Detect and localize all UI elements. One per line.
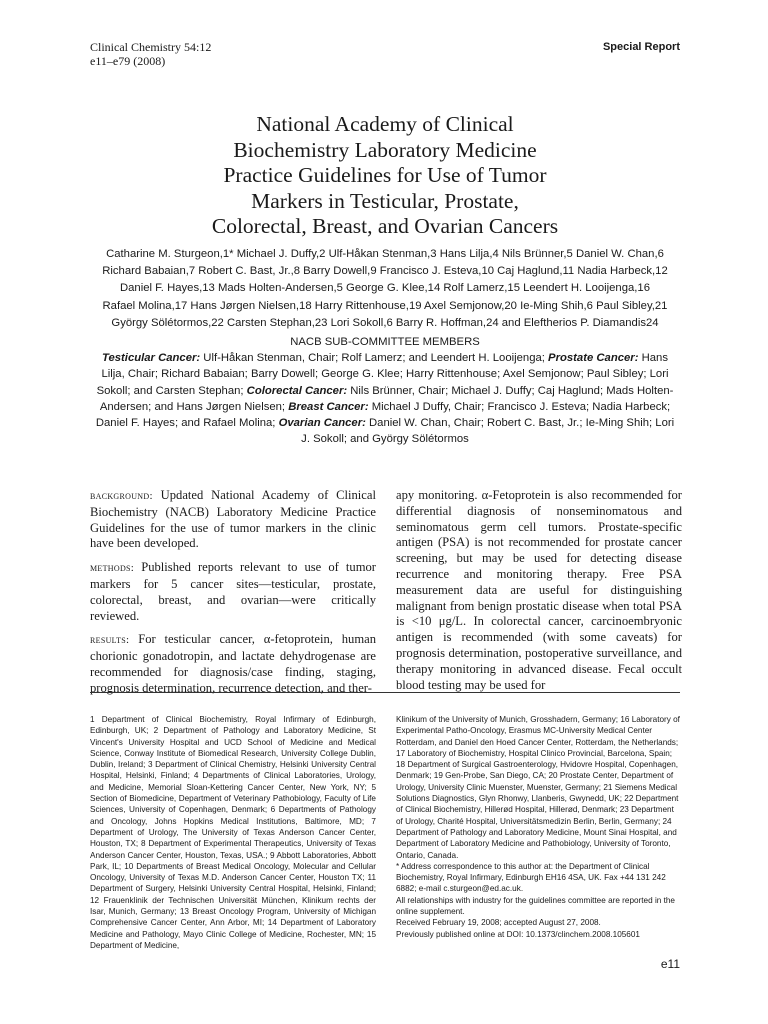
prostate-label: Prostate Cancer: xyxy=(548,352,639,365)
journal-citation xyxy=(90,40,211,68)
breast-members: Michael J Duffy, Chair; Francisco J. Esteva; Nadia Harbeck; Daniel F. Hayes; and Rafael Molina; xyxy=(95,400,671,430)
title-line: Practice Guidelines for Use of Tumor xyxy=(223,163,547,187)
breast-label: Breast Cancer: xyxy=(288,400,369,413)
footnote-divider xyxy=(90,692,680,693)
author-line: Richard Babaian,7 Robert C. Bast, Jr.,8 Barry Dowell,9 Francisco J. Esteva,10 Caj Haglund,11 Nadia Harbeck,12 xyxy=(102,265,668,278)
article-title xyxy=(90,112,680,240)
title-line: Colorectal, Breast, and Ovarian Cancers xyxy=(211,214,559,238)
author-line: Catharine M. Sturgeon,1* Michael J. Duffy,2 Ulf-Håkan Stenman,3 Hans Lilja,4 Nils Brünner,5 Daniel W. Chan,6 xyxy=(106,248,664,260)
testicular-members: Ulf-Håkan Stenman, Chair; Rolf Lamerz; and Leendert H. Looijenga; xyxy=(200,352,549,365)
journal-name: Clinical Chemistry 54:12 xyxy=(90,40,212,54)
correspondence-note: * Address correspondence to this author at: the Department of Clinical Biochemistry, Royal Infirmary, Edinburgh EH16 4SA, UK. Fax +44 131 242 6882; e-mail c.sturgeon@ed.ac.uk. xyxy=(396,861,666,894)
background-label: background: xyxy=(90,490,153,502)
author-line: Daniel F. Hayes,13 Mads Holten-Andersen,5 George G. Klee,14 Rolf Lamerz,15 Leendert H. Looijenga,16 xyxy=(119,282,650,295)
title-line: Biochemistry Laboratory Medicine xyxy=(233,137,537,162)
colorectal-label: Colorectal Cancer: xyxy=(246,384,348,397)
colorectal-members: Nils Brünner, Chair; Michael J. Duffy; Caj Haglund; Mads Holten-Andersen; and Hans Jørgen Nielsen; xyxy=(99,384,674,413)
background-text: Updated National Academy of Clinical Biochemistry (NACB) Laboratory Medicine Practice Guidelines for the use of tumor markers in the clinic have been developed. xyxy=(90,488,376,551)
results-label: results: xyxy=(90,634,130,647)
author-line: Rafael Molina,17 Hans Jørgen Nielsen,18 Harry Rittenhouse,19 Axel Semjonow,20 Ie-Ming Shih,6 Paul Sibley,21 xyxy=(102,299,668,312)
title-line: National Academy of Clinical xyxy=(256,112,514,136)
page-number: e11 xyxy=(660,957,680,971)
affiliations-left: 1 Department of Clinical Biochemistry, Royal Infirmary of Edinburgh, Edinburgh, UK; 2 Department of Pathology and Laboratory Medicine, St Vincent's University Hospital and UCD School of Medicine and Medical Science, Conway Institute of Biomedical Research, University College Dublin, Dublin, Ireland; 3 Department of Clinical Chemistry, Helsinki University Central Hospital, Helsinki, Finland; 4 Departments of Clinical Laboratories, Urology, and Medicine, Memorial Sloan-Kettering Cancer Center, New York, NY; 5 Section of Biomedicine, Department of Veterinary Pathobiology, Faculty of Life Sciences, University of Copenhagen, Denmark; 6 Departments of Pathology and Oncology, Johns Hopkins Medical Institutions, Baltimore, MD; 7 Department of Urology, The University of Texas Anderson Cancer Center, Houston, TX; 8 Department of Experimental Therapeutics, University of Texas Anderson Cancer Center, Houston, Texas, USA.; 9 Abbott Laboratories, Abbott Park, IL; 10 Departments of Breast Medical Oncology, Molecular and Cellular Oncology, University of Texas M.D. Anderson Cancer Center, Houston TX; 11 Department of Surgery, Helsinki University Central Hospital, Helsinki, Finland; 12 Frauenklinik der Technischen Universität München, Klinikum rechts der Isar, Munich, Germany; 13 Breast Oncology Program, University of Michigan Comprehensive Cancer Center, Ann Arbor, MI; 14 Department of Laboratory Medicine and Pathology, Mayo Clinic College of Medicine, Rochester, MN; 15 Department of Medicine, xyxy=(90,715,376,950)
methods-text: Published reports relevant to use of tumor markers for 5 cancer sites—testicular, prostate, colorectal, breast, and ovarian—were critically reviewed. xyxy=(90,560,376,623)
ovarian-members: Daniel W. Chan, Chair; Robert C. Bast, Jr.; Ie-Ming Shih; Lori J. Sokoll; and György Sölétormos xyxy=(301,417,675,446)
abstract-right-column: apy monitoring. α-Fetoprotein is also recommended for differential diagnosis of nonseminomatous and seminomatous germ cell tumors. Prostate-specific antigen (PSA) is not recommended for prostate cancer screening, but may be used for detecting disease recurrence and monitoring therapy. Free PSA measurement data are useful for distinguishing malignant from benign prostatic disease when total PSA is <10 μg/L. In colorectal cancer, carcinoembryonic antigen is recommended (with some caveats) for prognosis determination, postoperative surveillance, and therapy monitoring in advanced disease. Fecal occult blood testing may be used for xyxy=(396,488,682,692)
subcommittee-members xyxy=(90,334,680,447)
abstract-left-column xyxy=(90,488,376,705)
subcommittee-heading: NACB SUB-COMMITTEE MEMBERS xyxy=(290,336,480,348)
journal-pages: e11–e79 (2008) xyxy=(90,54,166,68)
prostate-members: Hans Lilja, Chair; Richard Babaian; Barry Dowell; George G. Klee; Harry Rittenhouse; Axel Semjonow; Paul Sibley; Lori Sokoll; and Carsten Stephan; xyxy=(96,352,669,397)
abstract-background xyxy=(90,488,376,552)
received-dates: Received February 19, 2008; accepted August 27, 2008. xyxy=(396,918,601,928)
results-text: For testicular cancer, α-fetoprotein, human chorionic gonadotropin, and lactate dehydrogenase are recommended for diagnosis/case finding, staging, prognosis determination, recurrence detection, and ther- xyxy=(90,632,376,695)
ovarian-label: Ovarian Cancer: xyxy=(278,417,366,430)
abstract-results xyxy=(90,632,376,696)
affiliations-right xyxy=(396,714,682,940)
author-line: György Sölétormos,22 Carsten Stephan,23 Lori Sokoll,6 Barry R. Hoffman,24 and Eleftherios P. Diamandis24 xyxy=(111,316,659,329)
affiliations-continued: Klinikum of the University of Munich, Grosshadern, Germany; 16 Laboratory of Experimental Patho-Oncology, Erasmus MC-University Medical Center Rotterdam, and Daniel den Hoed Cancer Center, Rotterdam, the Netherlands; 17 Laboratory of Biochemistry, Hospital Clinico Provincial, Barcelona, Spain; 18 Department of Surgical Gastroenterology, Hvidovre Hospital, Copenhagen, Denmark; 19 Gen-Probe, San Diego, CA; 20 Prostate Center, Department of Urology, University Clinic Muenster, Muenster, Germany; 21 Siemens Medical Solutions Diagnostics, Glyn Rhonwy, Llanberis, Gwynedd, UK; 22 Department of Clinical Biochemistry, Hillerød Hospital, Hillerød, Denmark; 23 Department of Urology, Charité Hospital, Universitätsmedizin Berlin, Berlin, Germany; 24 Department of Pathology and Laboratory Medicine, Mount Sinai Hospital, and Department of Laboratory Medicine and Pathobiology, University of Toronto, Ontario, Canada. xyxy=(396,715,680,860)
industry-relationships-note: All relationships with industry for the guidelines committee are reported in the online supplement. xyxy=(396,895,675,917)
abstract-methods xyxy=(90,560,376,624)
title-line: Markers in Testicular, Prostate, xyxy=(251,188,519,213)
section-label: Special Report xyxy=(602,41,680,53)
author-list xyxy=(90,246,680,332)
doi-note: Previously published online at DOI: 10.1373/clinchem.2008.105601 xyxy=(396,929,640,939)
testicular-label: Testicular Cancer: xyxy=(102,352,201,365)
methods-label: methods: xyxy=(90,562,135,575)
